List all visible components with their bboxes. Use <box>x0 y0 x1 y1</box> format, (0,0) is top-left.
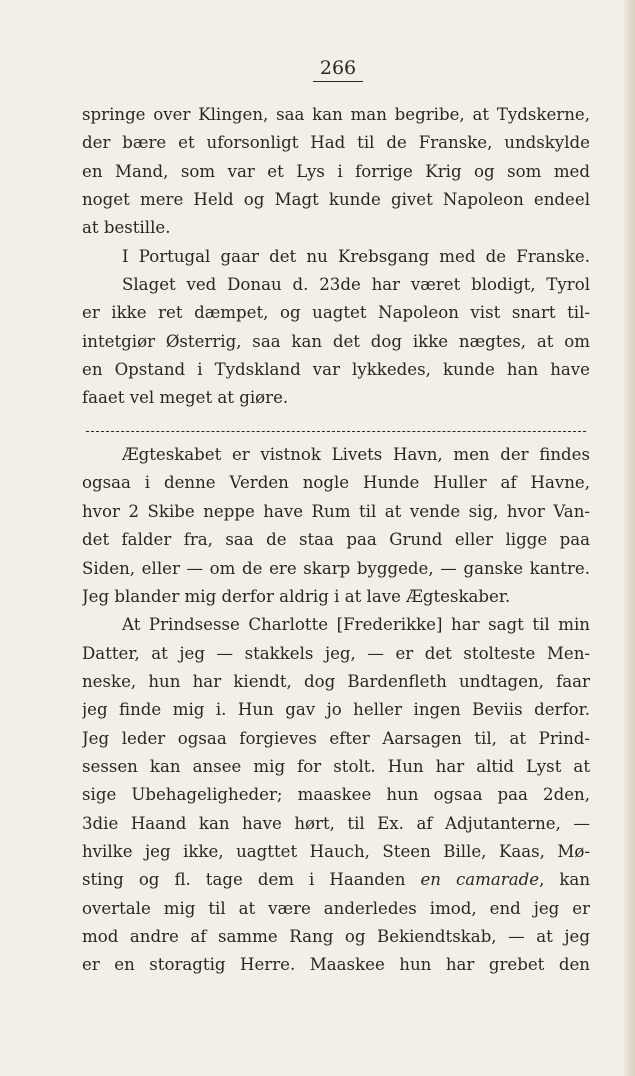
text-line: Siden, eller — om de ere skarp byggede, — ganske kantre. <box>82 558 590 578</box>
text-line: Jeg leder ogsaa forgieves efter Aarsagen til, at Prind- <box>82 728 590 748</box>
text-line: sige Ubehageligheder; maaskee hun ogsaa paa 2den, <box>82 785 590 805</box>
text-line: hvilke jeg ikke, uagttet Hauch, Steen Bille, Kaas, Mø- <box>82 841 590 861</box>
text-line: overtale mig til at være anderledes imod, end jeg er <box>82 898 590 918</box>
text-line: hvor 2 Skibe neppe have Rum til at vende sig, hvor Van- <box>82 501 590 521</box>
text-line: sessen kan ansee mig for stolt. Hun har altid Lyst at <box>82 756 590 776</box>
text-line: I Portugal gaar det nu Krebsgang med de Franske. <box>122 246 590 266</box>
text-line: mod andre af samme Rang og Bekiendtskab, — at jeg <box>82 926 590 946</box>
text-line: Jeg blander mig derfor aldrig i at lave Ægteskaber. <box>82 586 511 606</box>
text-line: der bære et uforsonligt Had til de Franske, undskylde <box>82 133 590 153</box>
text-line: 3die Haand kan have hørt, til Ex. af Adjutanterne, — <box>82 813 590 833</box>
text-line: noget mere Held og Magt kunde givet Napoleon endeel <box>82 190 590 210</box>
text-line: Datter, at jeg — stakkels jeg, — er det stolteste Men- <box>82 643 590 663</box>
text-line: springe over Klingen, saa kan man begribe, at Tydskerne, <box>82 105 590 124</box>
text-line: Ægteskabet er vistnok Livets Havn, men der findes <box>122 445 590 465</box>
text-line: er ikke ret dæmpet, og uagtet Napoleon vist snart til- <box>82 303 590 323</box>
text-line: det falder fra, saa de staa paa Grund eller ligge paa <box>82 530 590 550</box>
text-line-with-italic <box>82 866 590 894</box>
page-edge <box>623 0 635 1076</box>
italic-phrase: en camarade <box>420 870 540 890</box>
text-line: intetgiør Østerrig, saa kan det dog ikke nægtes, at om <box>82 331 590 351</box>
text-line: at bestille. <box>82 218 171 238</box>
text-line: ogsaa i denne Verden nogle Hunde Huller af Havne, <box>82 473 590 493</box>
text-line: Slaget ved Donau d. 23de har været blodigt, Tyrol <box>122 275 590 295</box>
text-line: neske, hun har kiendt, dog Bardenfleth undtagen, faar <box>82 671 590 691</box>
text-line: jeg finde mig i. Hun gav jo heller ingen Beviis derfor. <box>82 700 590 720</box>
text-line: en Mand, som var et Lys i forrige Krig og som med <box>82 161 590 181</box>
text-line: faaet vel meget at giøre. <box>82 388 289 408</box>
body-text <box>82 101 590 980</box>
page-number: 266 <box>313 57 363 82</box>
text-line: en Opstand i Tydskland var lykkedes, kunde han have <box>82 360 590 380</box>
text-line: er en storagtig Herre. Maaskee hun har grebet den <box>82 955 590 975</box>
dashed-rule <box>86 431 586 432</box>
text-line: At Prindsesse Charlotte [Frederikke] har sagt til min <box>122 615 590 635</box>
text-segment: sting og fl. tage dem i Haanden <box>82 870 406 890</box>
section-separator <box>82 413 590 441</box>
text-segment: , kan <box>539 870 590 890</box>
